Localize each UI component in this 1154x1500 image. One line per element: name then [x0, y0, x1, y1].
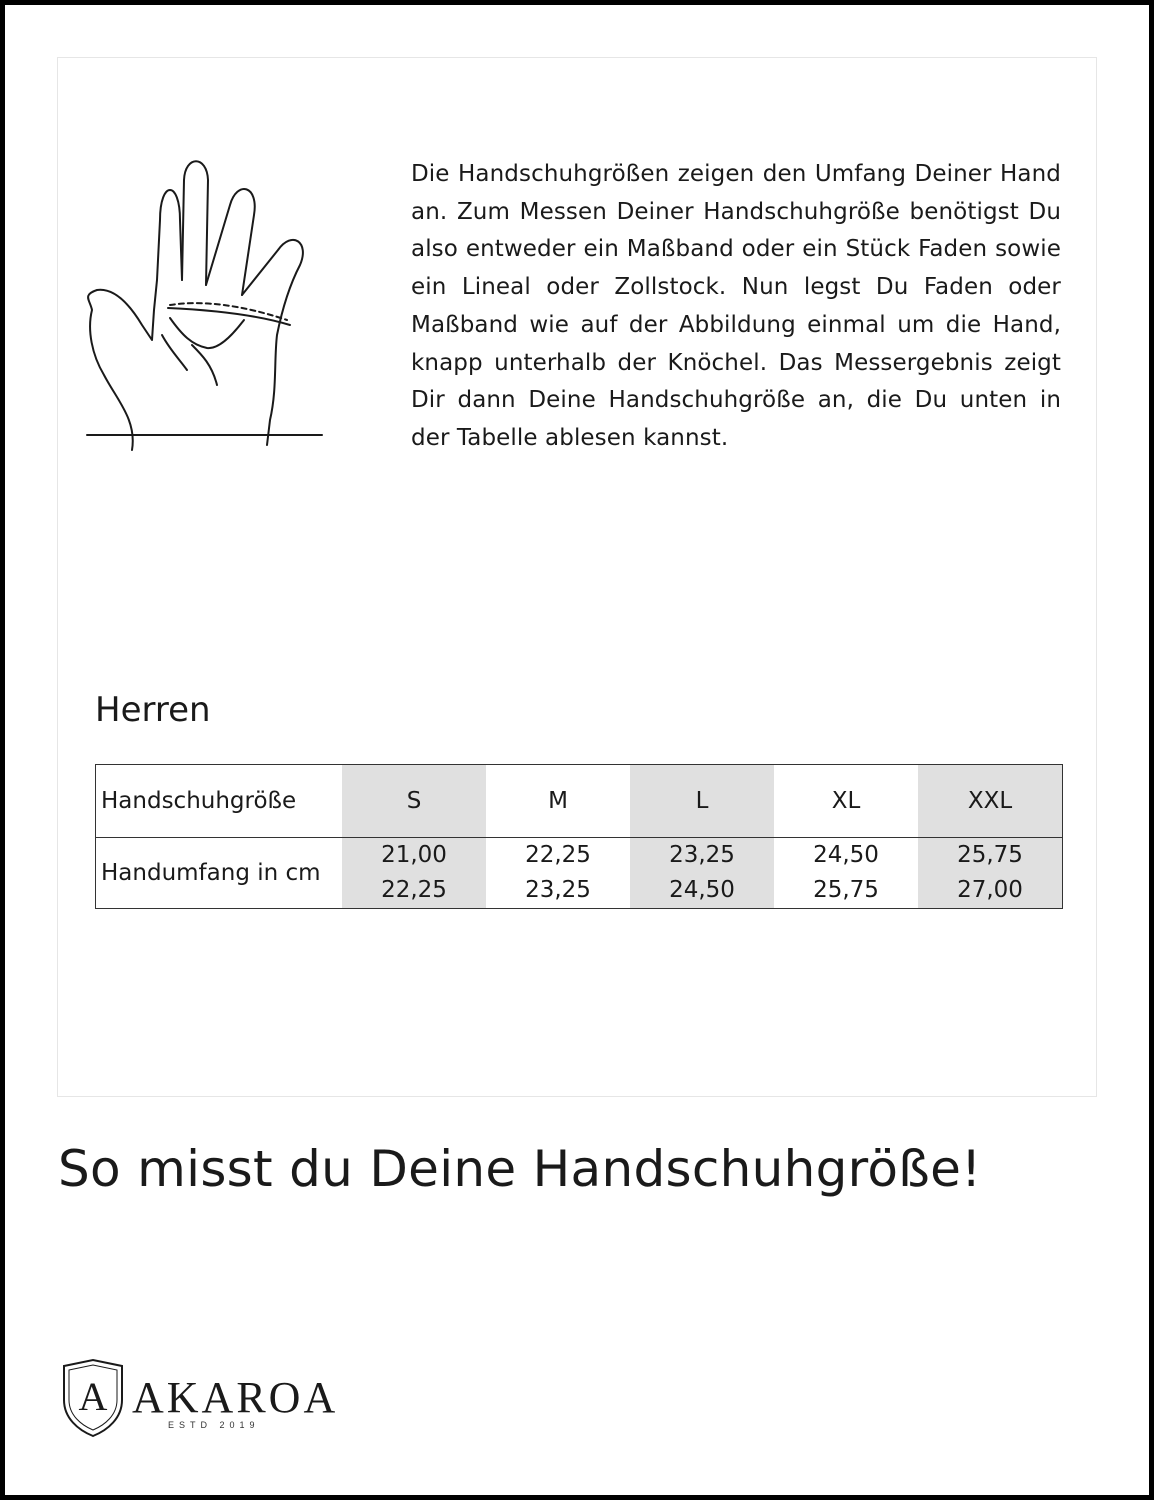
section-title: Herren — [95, 690, 211, 730]
table-row-circumference — [96, 838, 1063, 909]
headline: So misst du Deine Handschuhgröße! — [58, 1140, 982, 1198]
range-max: 27,00 — [957, 877, 1023, 903]
size-cell-m: M — [548, 788, 568, 814]
size-cell-xl: XL — [831, 788, 861, 814]
range-min: 22,25 — [525, 842, 591, 868]
range-cell-l — [630, 838, 774, 909]
brand-logo — [60, 1358, 360, 1440]
range-cell-s — [342, 838, 486, 909]
intro-paragraph: Die Handschuhgrößen zeigen den Umfang Deiner Hand an. Zum Messen Deiner Handschuhgröße benötigst Du also entweder ein Maßband oder ein Stück Faden sowie ein Lineal oder Zollstock. Nun legst Du Faden oder Maßband wie auf der Abbildung einmal um die Hand, knapp unterhalb der Knöchel. Das Messergebnis zeigt Dir dann Deine Handschuhgröße an, die Du unten in der Tabelle ablesen kannst. — [411, 161, 1061, 451]
range-cell-m — [486, 838, 630, 909]
size-cell-l: L — [630, 765, 774, 838]
shield-logo-icon — [60, 1358, 126, 1438]
row-label-size: Handschuhgröße — [101, 788, 297, 814]
range-max: 23,25 — [525, 877, 591, 903]
size-cell-s: S — [342, 765, 486, 838]
table-row-sizes — [96, 765, 1063, 838]
range-min: 21,00 — [381, 842, 447, 868]
range-min: 23,25 — [669, 842, 735, 868]
range-max: 25,75 — [813, 877, 879, 903]
range-max: 22,25 — [381, 877, 447, 903]
range-max: 24,50 — [669, 877, 735, 903]
logo-monogram: A — [78, 1374, 108, 1419]
row-label-circumference: Handumfang in cm — [96, 838, 343, 909]
range-cell-xl — [774, 838, 918, 909]
range-min: 25,75 — [957, 842, 1023, 868]
size-cell-xxl: XXL — [918, 765, 1063, 838]
logo-wordmark: AKAROA — [132, 1373, 339, 1422]
size-table — [95, 764, 1063, 909]
hand-measure-illustration — [82, 160, 332, 460]
range-cell-xxl — [918, 838, 1063, 909]
range-min: 24,50 — [813, 842, 879, 868]
logo-established: ESTD 2019 — [168, 1420, 260, 1430]
